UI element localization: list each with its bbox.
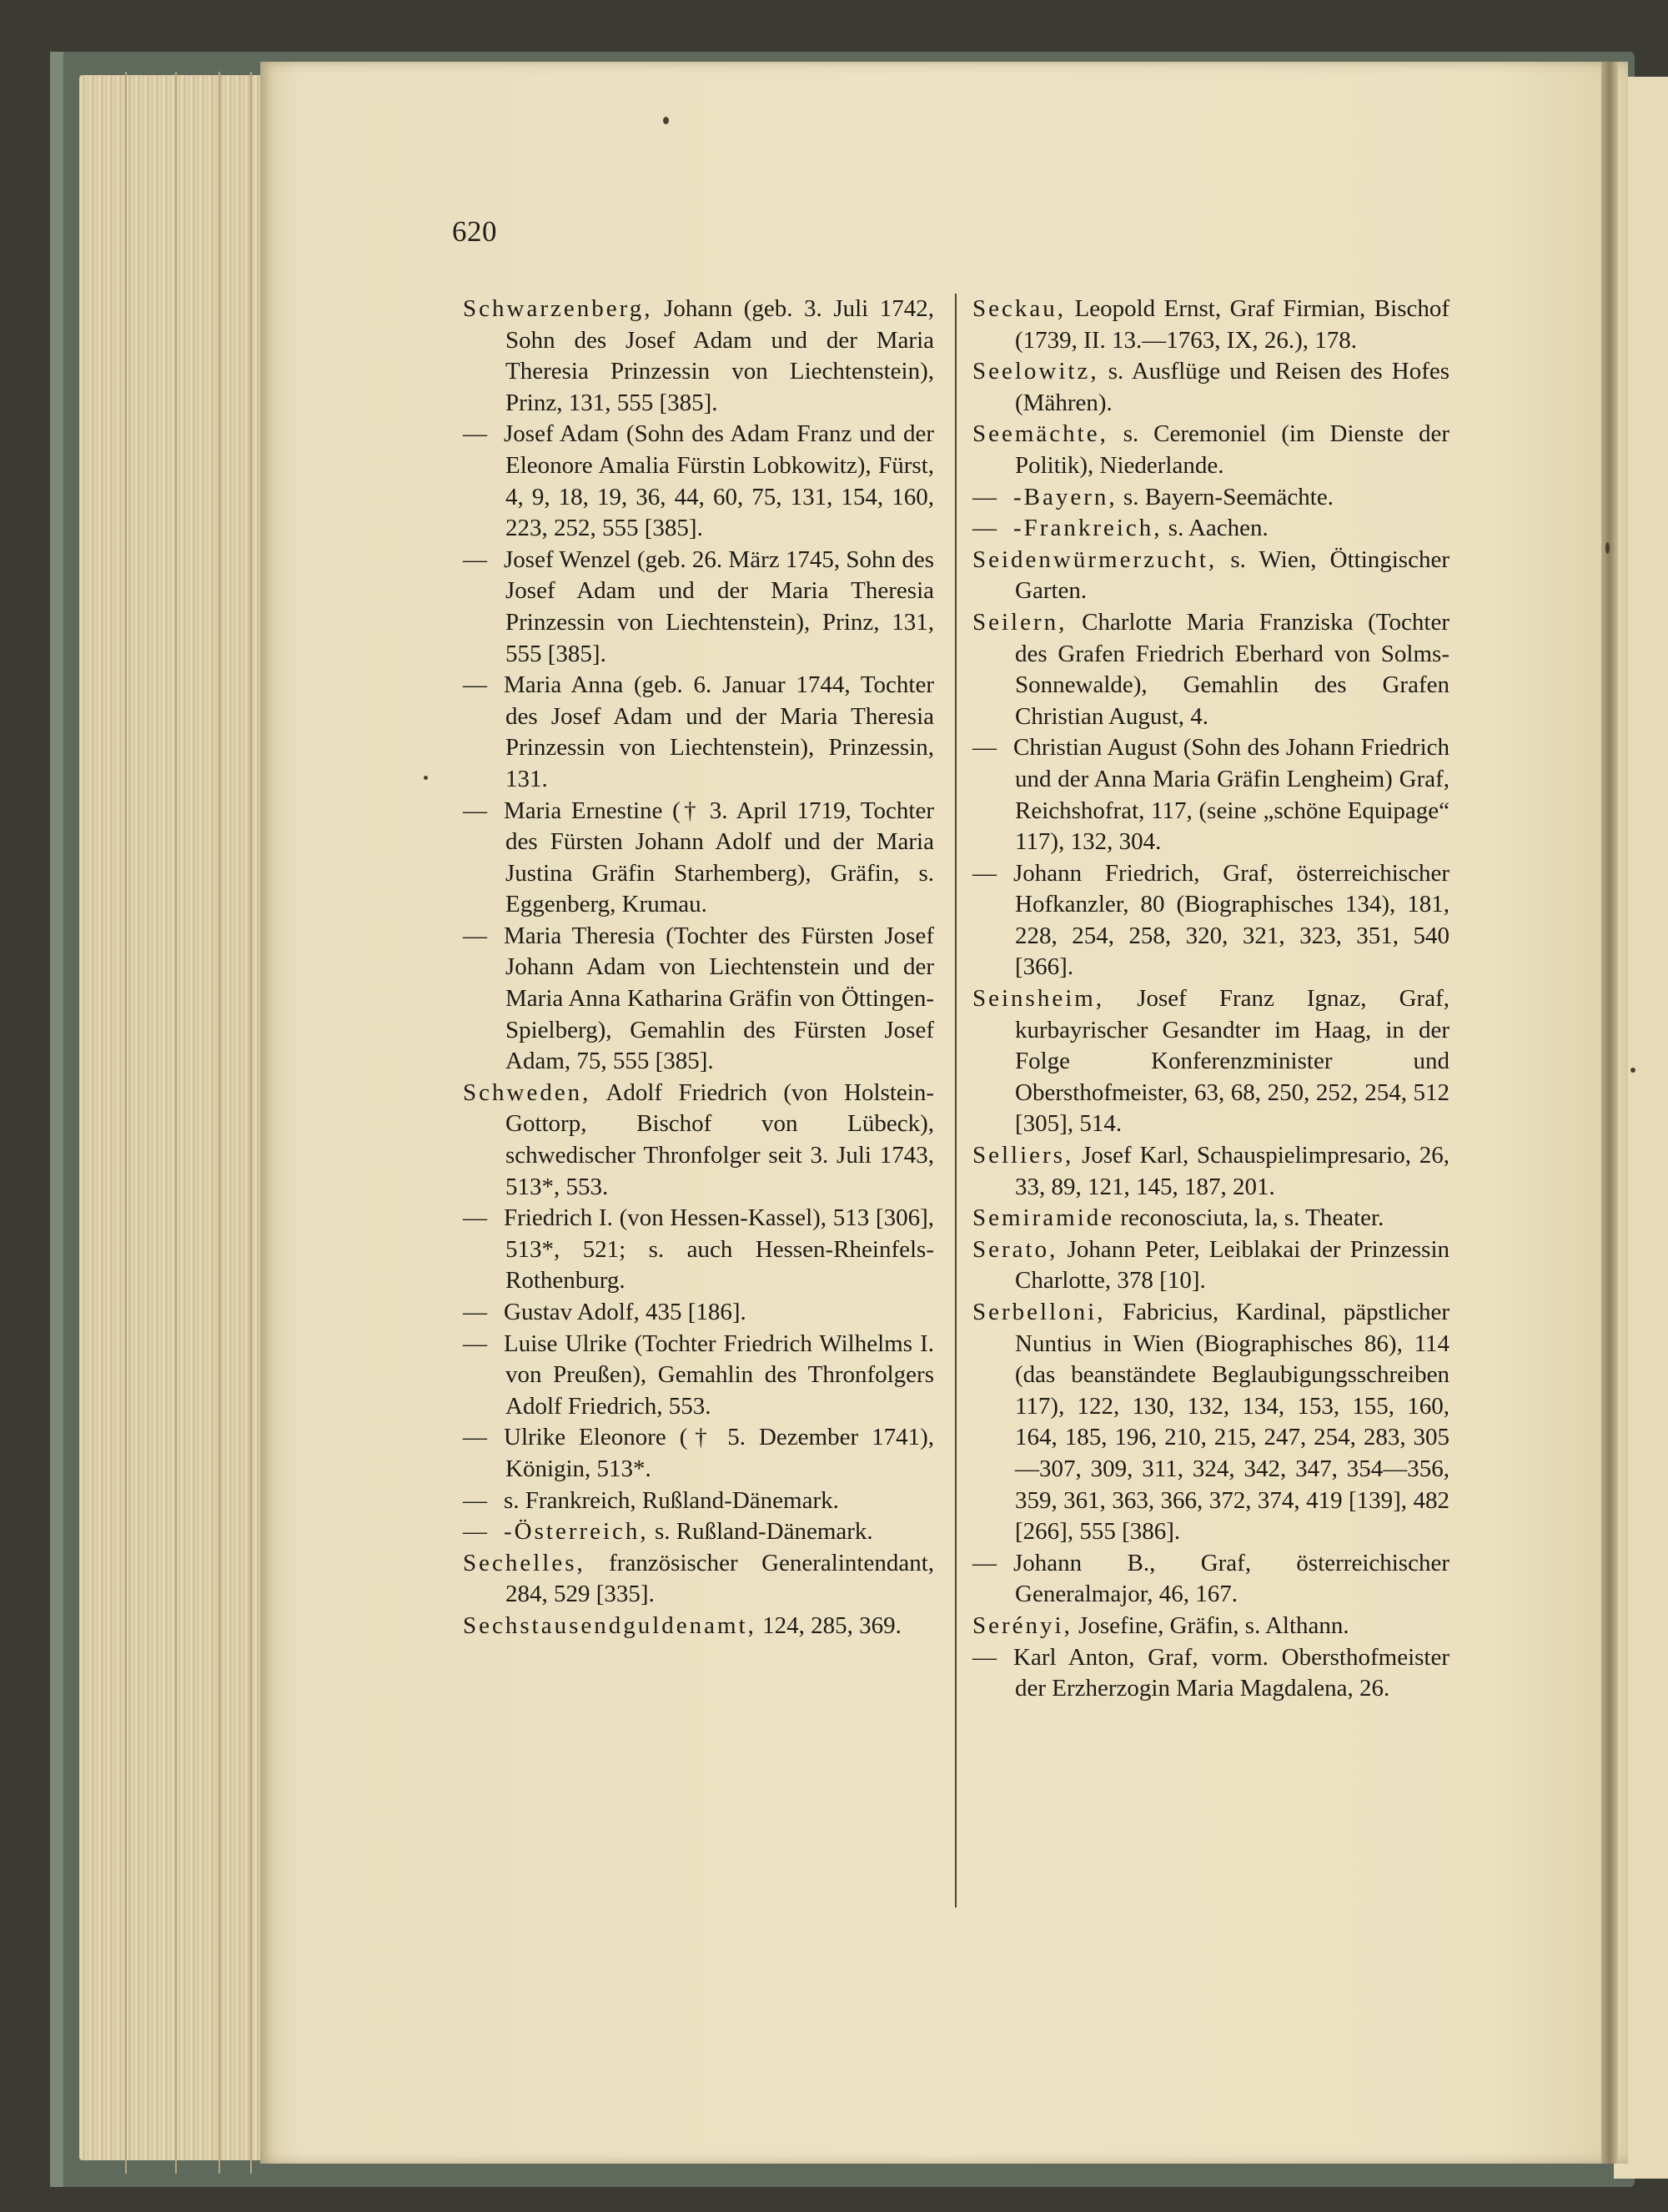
- continuation-dash: —: [972, 1643, 997, 1671]
- entry-text: Fabricius, Kardinal, päpstlicher Nuntius in Wien (Biographisches 86), 114 (das beanständete Beglaubigungsschreiben 117), 122, 130, 132, 134, 153, 155, 160, 164, 185, 196, 210, 215, 247, 254, 283, 305—307, 309, 311, 324, 342, 347, 354—356, 359, 361, 363, 366, 372, 374, 419 [139], 482 [266], 555 [386].: [1015, 1299, 1450, 1546]
- page-edges: [79, 75, 279, 2160]
- entry-text: s. Bayern-Seemächte.: [1123, 483, 1334, 510]
- entry-text: Christian August (Sohn des Johann Friedrich und der Anna Maria Gräfin Lengheim) Graf, Reichshofrat, 117, (seine „schöne Equipage“ 117), 132, 304.: [1013, 734, 1449, 856]
- entry-text: Johann Peter, Leiblakai der Prinzessin Charlotte, 378 [10].: [1015, 1235, 1450, 1295]
- entry-heading: Serato,: [972, 1235, 1058, 1263]
- entry-text: Maria Anna (geb. 6. Januar 1744, Tochter des Josef Adam und der Maria Theresia Prinzessin von Liechtenstein), Prinzessin, 131.: [504, 671, 934, 792]
- continuation-dash: —: [463, 420, 487, 448]
- entry-text: Karl Anton, Graf, vorm. Obersthofmeister der Erzherzogin Maria Magdalena, 26.: [1013, 1643, 1449, 1702]
- continuation-dash: —: [972, 1549, 997, 1576]
- index-entry: [463, 1516, 934, 1548]
- index-entry: [463, 1611, 934, 1642]
- index-entry: [972, 1642, 1449, 1705]
- index-entry: [463, 1486, 934, 1517]
- continuation-dash: —: [463, 1486, 487, 1514]
- index-entry: [972, 294, 1449, 356]
- index-entry: [463, 1548, 934, 1611]
- index-entry: [972, 1611, 1449, 1642]
- entry-heading: Schweden,: [463, 1078, 591, 1106]
- entry-text: Johann Friedrich, Graf, österreichischer Hofkanzler, 80 (Biographisches 134), 181, 228, 254, 258, 320, 321, 323, 351, 540 [366].: [1013, 859, 1449, 981]
- entry-text: Johann (geb. 3. Juli 1742, Sohn des Josef Adam und der Maria Theresia Prinzessin von Liechtenstein), Prinz, 131, 555 [385].: [505, 295, 935, 416]
- entry-heading: Seelowitz,: [972, 358, 1099, 385]
- entry-text: Leopold Ernst, Graf Firmian, Bischof (1739, II. 13.—1763, IX, 26.), 178.: [1015, 295, 1450, 354]
- index-entry: [972, 482, 1449, 514]
- index-entry: [463, 1329, 934, 1423]
- entry-text: Adolf Friedrich (von Holstein-Gottorp, Bischof von Lübeck), schwedischer Thronfolger seit 3. Juli 1743, 513*, 553.: [505, 1078, 935, 1200]
- paper-speck: [663, 117, 669, 124]
- index-entry: [463, 1078, 934, 1203]
- index-entry: [463, 1422, 934, 1485]
- book-gutter: [1601, 62, 1618, 2164]
- index-entry: [972, 983, 1449, 1140]
- index-entry: [463, 921, 934, 1078]
- index-entry: [972, 513, 1449, 545]
- entry-heading: Seckau,: [972, 295, 1066, 322]
- entry-text: Friedrich I. (von Hessen-Kassel), 513 [306], 513*, 521; s. auch Hessen-Rheinfels-Rothenburg.: [504, 1204, 934, 1295]
- entry-text: Josefine, Gräfin, s. Althann.: [1078, 1611, 1349, 1639]
- continuation-dash: —: [463, 922, 487, 949]
- entry-text: Josef Adam (Sohn des Adam Franz und der Eleonore Amalia Fürstin Lobkowitz), Fürst, 4, 9, 18, 19, 36, 44, 60, 75, 131, 154, 160, 223, 252, 555 [385].: [504, 420, 934, 542]
- entry-heading: Serényi,: [972, 1611, 1073, 1639]
- entry-text: Maria Ernestine († 3. April 1719, Tochter des Fürsten Johann Adolf und der Maria Justina Gräfin Starhemberg), Gräfin, s. Eggenberg, Krumau.: [504, 797, 934, 918]
- entry-text: s. Frankreich, Rußland-Dänemark.: [504, 1486, 839, 1514]
- page-number: 620: [452, 215, 497, 248]
- entry-heading: -Österreich,: [504, 1518, 649, 1546]
- entry-text: Josef Franz Ignaz, Graf, kurbayrischer Gesandter im Haag, in der Folge Konferenzminister und Obersthofmeister, 63, 68, 250, 252, 254, 512 [305], 514.: [1015, 985, 1449, 1138]
- entry-heading: Semiramide: [972, 1204, 1115, 1232]
- paper-speck: [1605, 542, 1610, 554]
- entry-text: s. Rußland-Dänemark.: [654, 1518, 873, 1546]
- entry-heading: Selliers,: [972, 1142, 1074, 1169]
- index-entry: [463, 796, 934, 921]
- entry-text: s. Aachen.: [1168, 515, 1269, 542]
- continuation-dash: —: [463, 1518, 487, 1546]
- column-divider: [955, 294, 957, 1908]
- continuation-dash: —: [463, 1424, 487, 1451]
- entry-heading: Seinsheim,: [972, 985, 1105, 1013]
- entry-heading: -Bayern,: [1013, 483, 1118, 510]
- index-entry: [972, 545, 1449, 607]
- entry-text: s. Wien, Öttingischer Garten.: [1015, 545, 1449, 605]
- entry-text: s. Ausflüge und Reisen des Hofes (Mähren).: [1015, 358, 1450, 416]
- continuation-dash: —: [972, 515, 997, 542]
- index-entry: [972, 607, 1449, 732]
- entry-text: Charlotte Maria Franziska (Tochter des Grafen Friedrich Eberhard von Solms-Sonnewalde), Gemahlin des Grafen Christian August, 4.: [1015, 608, 1449, 730]
- index-entry: [972, 1234, 1449, 1297]
- index-entry: [972, 732, 1449, 857]
- entry-heading: Seemächte,: [972, 420, 1108, 448]
- index-entry: [463, 419, 934, 544]
- entry-heading: Sechstausendguldenamt,: [463, 1611, 756, 1639]
- index-entry: [463, 294, 934, 419]
- continuation-dash: —: [463, 797, 487, 824]
- index-entry: [972, 356, 1449, 419]
- continuation-dash: —: [463, 671, 487, 699]
- right-index-column: [972, 294, 1449, 1705]
- entry-text: Maria Theresia (Tochter des Fürsten Josef Johann Adam von Liechtenstein und der Maria Anna Katharina Gräfin von Öttingen-Spielberg), Gemahlin des Fürsten Josef Adam, 75, 555 [385].: [504, 922, 934, 1075]
- entry-heading: Schwarzenberg,: [463, 295, 653, 322]
- page-leaf: [250, 72, 252, 2174]
- continuation-dash: —: [463, 1330, 487, 1357]
- entry-heading: Sechelles,: [463, 1549, 585, 1576]
- index-entry: [463, 1297, 934, 1329]
- entry-text: Johann B., Graf, österreichischer Generalmajor, 46, 167.: [1013, 1549, 1449, 1608]
- entry-heading: Serbelloni,: [972, 1299, 1106, 1325]
- entry-text: Luise Ulrike (Tochter Friedrich Wilhelms I. von Preußen), Gemahlin des Thronfolgers Adolf Friedrich, 553.: [504, 1330, 934, 1420]
- entry-text: reconosciuta, la, s. Theater.: [1120, 1204, 1384, 1232]
- entry-heading: Seilern,: [972, 608, 1068, 636]
- index-entry: [972, 1203, 1449, 1234]
- entry-heading: -Frankreich,: [1013, 515, 1163, 542]
- entry-text: Josef Karl, Schauspielimpresario, 26, 33, 89, 121, 145, 187, 201.: [1015, 1142, 1450, 1200]
- continuation-dash: —: [463, 1299, 487, 1325]
- entry-text: s. Ceremoniel (im Dienste der Politik), Niederlande.: [1015, 420, 1449, 479]
- index-entry: [972, 858, 1449, 983]
- index-entry: [972, 1297, 1449, 1548]
- index-entry: [463, 1203, 934, 1297]
- page-leaf: [125, 72, 127, 2174]
- index-entry: [463, 670, 934, 795]
- index-entry: [463, 545, 934, 670]
- index-entry: [972, 1548, 1449, 1611]
- entry-text: Josef Wenzel (geb. 26. März 1745, Sohn des Josef Adam und der Maria Theresia Prinzessin von Liechtenstein), Prinz, 131, 555 [385].: [504, 545, 934, 667]
- continuation-dash: —: [972, 483, 997, 510]
- continuation-dash: —: [463, 545, 487, 573]
- paper-speck: [424, 776, 428, 780]
- index-entry: [972, 419, 1449, 481]
- entry-text: Gustav Adolf, 435 [186].: [504, 1299, 746, 1325]
- entry-text: 124, 285, 369.: [762, 1611, 902, 1639]
- paper-speck: [1630, 1068, 1635, 1073]
- entry-heading: Seidenwürmerzucht,: [972, 545, 1218, 573]
- continuation-dash: —: [972, 734, 997, 762]
- cover-edge: [50, 52, 63, 2187]
- entry-text: französischer Generalintendant, 284, 529 [335].: [505, 1549, 934, 1608]
- page-leaf: [219, 72, 220, 2174]
- page-leaf: [175, 72, 177, 2174]
- continuation-dash: —: [463, 1204, 487, 1232]
- continuation-dash: —: [972, 859, 997, 887]
- entry-text: Ulrike Eleonore († 5. Dezember 1741), Königin, 513*.: [504, 1424, 934, 1482]
- left-index-column: [463, 294, 934, 1642]
- index-entry: [972, 1140, 1449, 1203]
